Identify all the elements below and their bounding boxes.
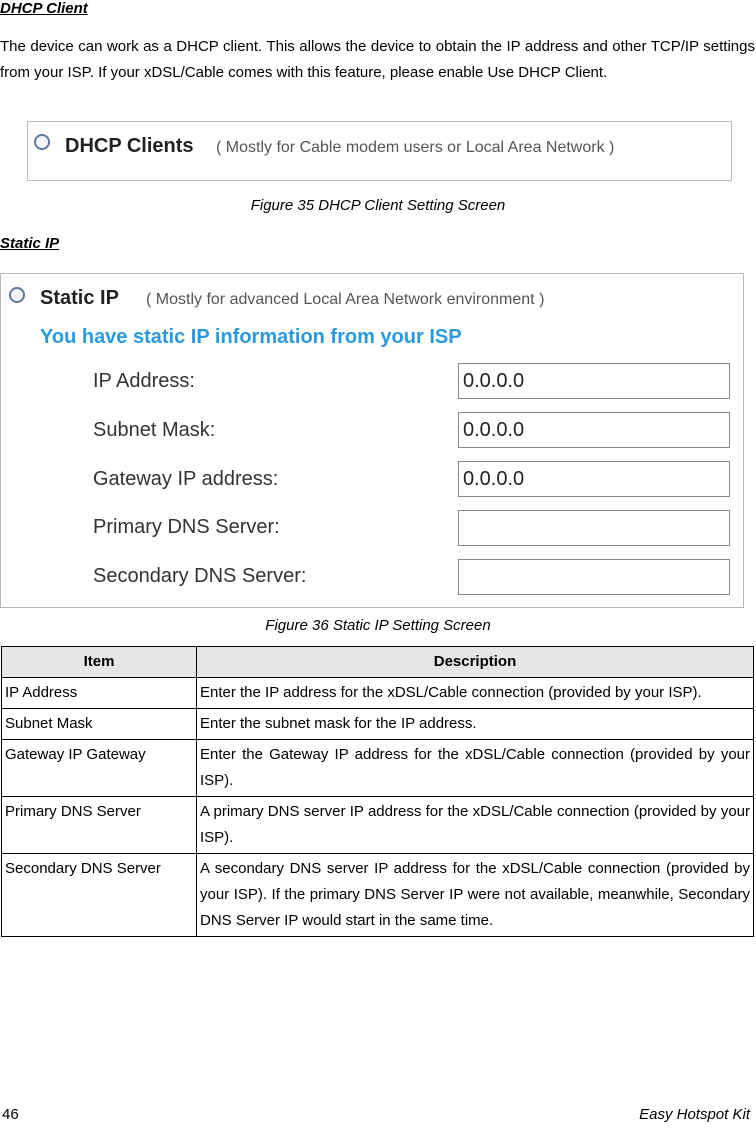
gateway-input[interactable]: 0.0.0.0: [458, 461, 730, 497]
description-cell: Enter the IP address for the xDSL/Cable connection (provided by your ISP).: [197, 678, 754, 709]
header-description: Description: [197, 647, 754, 678]
subnet-mask-label: Subnet Mask:: [93, 419, 216, 441]
item-cell: Subnet Mask: [2, 709, 197, 740]
static-screenshot: [0, 273, 744, 608]
primary-dns-input[interactable]: [458, 510, 730, 546]
table-row: [2, 854, 754, 937]
figure-35-caption: Figure 35 DHCP Client Setting Screen: [250, 197, 506, 214]
table-row: [2, 797, 754, 854]
item-cell: Primary DNS Server: [2, 797, 197, 854]
page-number: 46: [2, 1106, 19, 1123]
ip-address-label: IP Address:: [93, 370, 195, 392]
description-cell: Enter the Gateway IP address for the xDSL/Cable connection (provided by your ISP).: [197, 740, 754, 797]
static-radio[interactable]: [9, 287, 25, 303]
gateway-label: Gateway IP address:: [93, 468, 279, 490]
subnet-mask-input[interactable]: 0.0.0.0: [458, 412, 730, 448]
item-cell: IP Address: [2, 678, 197, 709]
static-info: You have static IP information from your ISP: [40, 326, 462, 348]
static-heading: Static IP: [0, 235, 60, 252]
table-header: [2, 647, 754, 678]
description-cell: A secondary DNS server IP address for the xDSL/Cable connection (provided by your ISP). If the primary DNS Server IP were not available, meanwhile, Secondary DNS Server IP would start in the same time.: [197, 854, 754, 937]
settings-table: [1, 646, 754, 937]
item-cell: Gateway IP Gateway: [2, 740, 197, 797]
secondary-dns-input[interactable]: [458, 559, 730, 595]
description-cell: A primary DNS server IP address for the xDSL/Cable connection (provided by your ISP).: [197, 797, 754, 854]
secondary-dns-label: Secondary DNS Server:: [93, 565, 307, 587]
dhcp-screenshot: [27, 121, 732, 181]
header-item: Item: [2, 647, 197, 678]
item-cell: Secondary DNS Server: [2, 854, 197, 937]
dhcp-description: The device can work as a DHCP client. This allows the device to obtain the IP address and other TCP/IP settings from your ISP. If your xDSL/Cable comes with this feature, please enable Use DHCP Client.: [0, 38, 755, 81]
figure-36-caption: Figure 36 Static IP Setting Screen: [265, 617, 491, 634]
table-row: [2, 678, 754, 709]
table-row: [2, 740, 754, 797]
primary-dns-label: Primary DNS Server:: [93, 516, 280, 538]
dhcp-heading: DHCP Client: [0, 0, 88, 17]
table-row: [2, 709, 754, 740]
static-option-note: ( Mostly for advanced Local Area Network environment ): [146, 291, 545, 308]
dhcp-option-note: ( Mostly for Cable modem users or Local Area Network ): [216, 139, 615, 156]
static-option-label: Static IP: [40, 287, 119, 309]
footer-title: Easy Hotspot Kit: [639, 1106, 750, 1123]
description-cell: Enter the subnet mask for the IP address.: [197, 709, 754, 740]
dhcp-radio[interactable]: [34, 134, 50, 150]
ip-address-input[interactable]: 0.0.0.0: [458, 363, 730, 399]
dhcp-option-label: DHCP Clients: [65, 135, 194, 157]
